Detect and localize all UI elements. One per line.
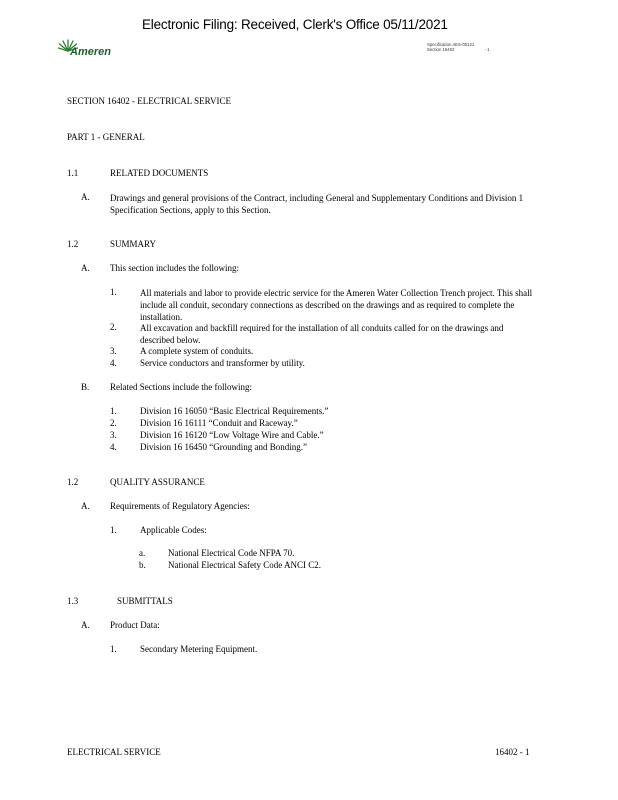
article-title: SUBMITTALS [117,596,173,606]
paragraph-text: Requirements of Regulatory Agencies: [110,501,250,511]
spec-number: Specification AES-00121 [427,42,475,47]
list-number: 1. [110,644,117,654]
sublist-letter: b. [139,560,146,570]
article-number: 1.2 [67,477,79,487]
list-item: All excavation and backfill required for the installation of all conduits called for on the drawings and described below. [140,323,504,345]
part-title: PART 1 - GENERAL [67,132,145,142]
paragraph-text: Product Data: [110,620,160,630]
paragraph-text: Related Sections include the following: [110,382,252,392]
list-item: Division 16 16111 “Conduit and Raceway.” [140,418,298,428]
spec-reference [427,42,490,52]
paragraph-label: A. [81,620,90,630]
article-number: 1.3 [67,596,79,606]
list-number: 1. [110,525,117,535]
list-item: Division 16 16450 “Grounding and Bonding.” [140,442,307,452]
filing-stamp: Electronic Filing: Received, Clerk's Office 05/11/2021 [142,17,448,32]
list-number: 1. [110,287,117,297]
list-number: 2. [110,322,117,332]
ameren-logo [58,38,118,60]
footer-left: ELECTRICAL SERVICE [67,747,161,757]
list-item: Division 16 16050 “Basic Electrical Requirements.” [140,406,329,416]
list-item: Service conductors and transformer by utility. [140,358,305,368]
paragraph-label: B. [81,382,90,392]
article-title: RELATED DOCUMENTS [110,168,209,178]
sublist-item: National Electrical Safety Code ANCI C2. [168,560,321,570]
paragraph-label: A. [81,501,90,511]
list-number: 2. [110,418,117,428]
list-item: Division 16 16120 “Low Voltage Wire and Cable.” [140,430,324,440]
list-number: 1. [110,406,117,416]
list-item: All materials and labor to provide electric service for the Ameren Water Collection Trench project. This shall include all conduit, secondary connections as described on the drawings and as required to complete the installation. [140,288,533,322]
list-number: 4. [110,442,117,452]
article-number: 1.2 [67,239,79,249]
paragraph-text: This section includes the following: [110,263,239,273]
list-number: 3. [110,430,117,440]
list-item: A complete system of conduits. [140,346,254,356]
paragraph-label: A. [81,263,90,273]
paragraph-text: Drawings and general provisions of the Contract, including General and Supplementary Conditions and Division 1 Specification Sections, apply to this Section. [110,193,524,215]
section-title: SECTION 16402 - ELECTRICAL SERVICE [67,96,231,106]
list-number: 3. [110,346,117,356]
list-item: Applicable Codes: [140,525,207,535]
article-number: 1.1 [67,168,79,178]
footer-page-number: 16402 - 1 [495,747,530,757]
sublist-item: National Electrical Code NFPA 70. [168,548,295,558]
logo-text: Ameren [70,46,111,58]
paragraph-label: A. [81,192,90,202]
list-number: 4. [110,358,117,368]
article-title: QUALITY ASSURANCE [110,477,205,487]
list-item: Secondary Metering Equipment. [140,644,258,654]
sublist-letter: a. [139,548,146,558]
article-title: SUMMARY [110,239,157,249]
spec-section: Section 16402 - 1 [427,47,490,53]
